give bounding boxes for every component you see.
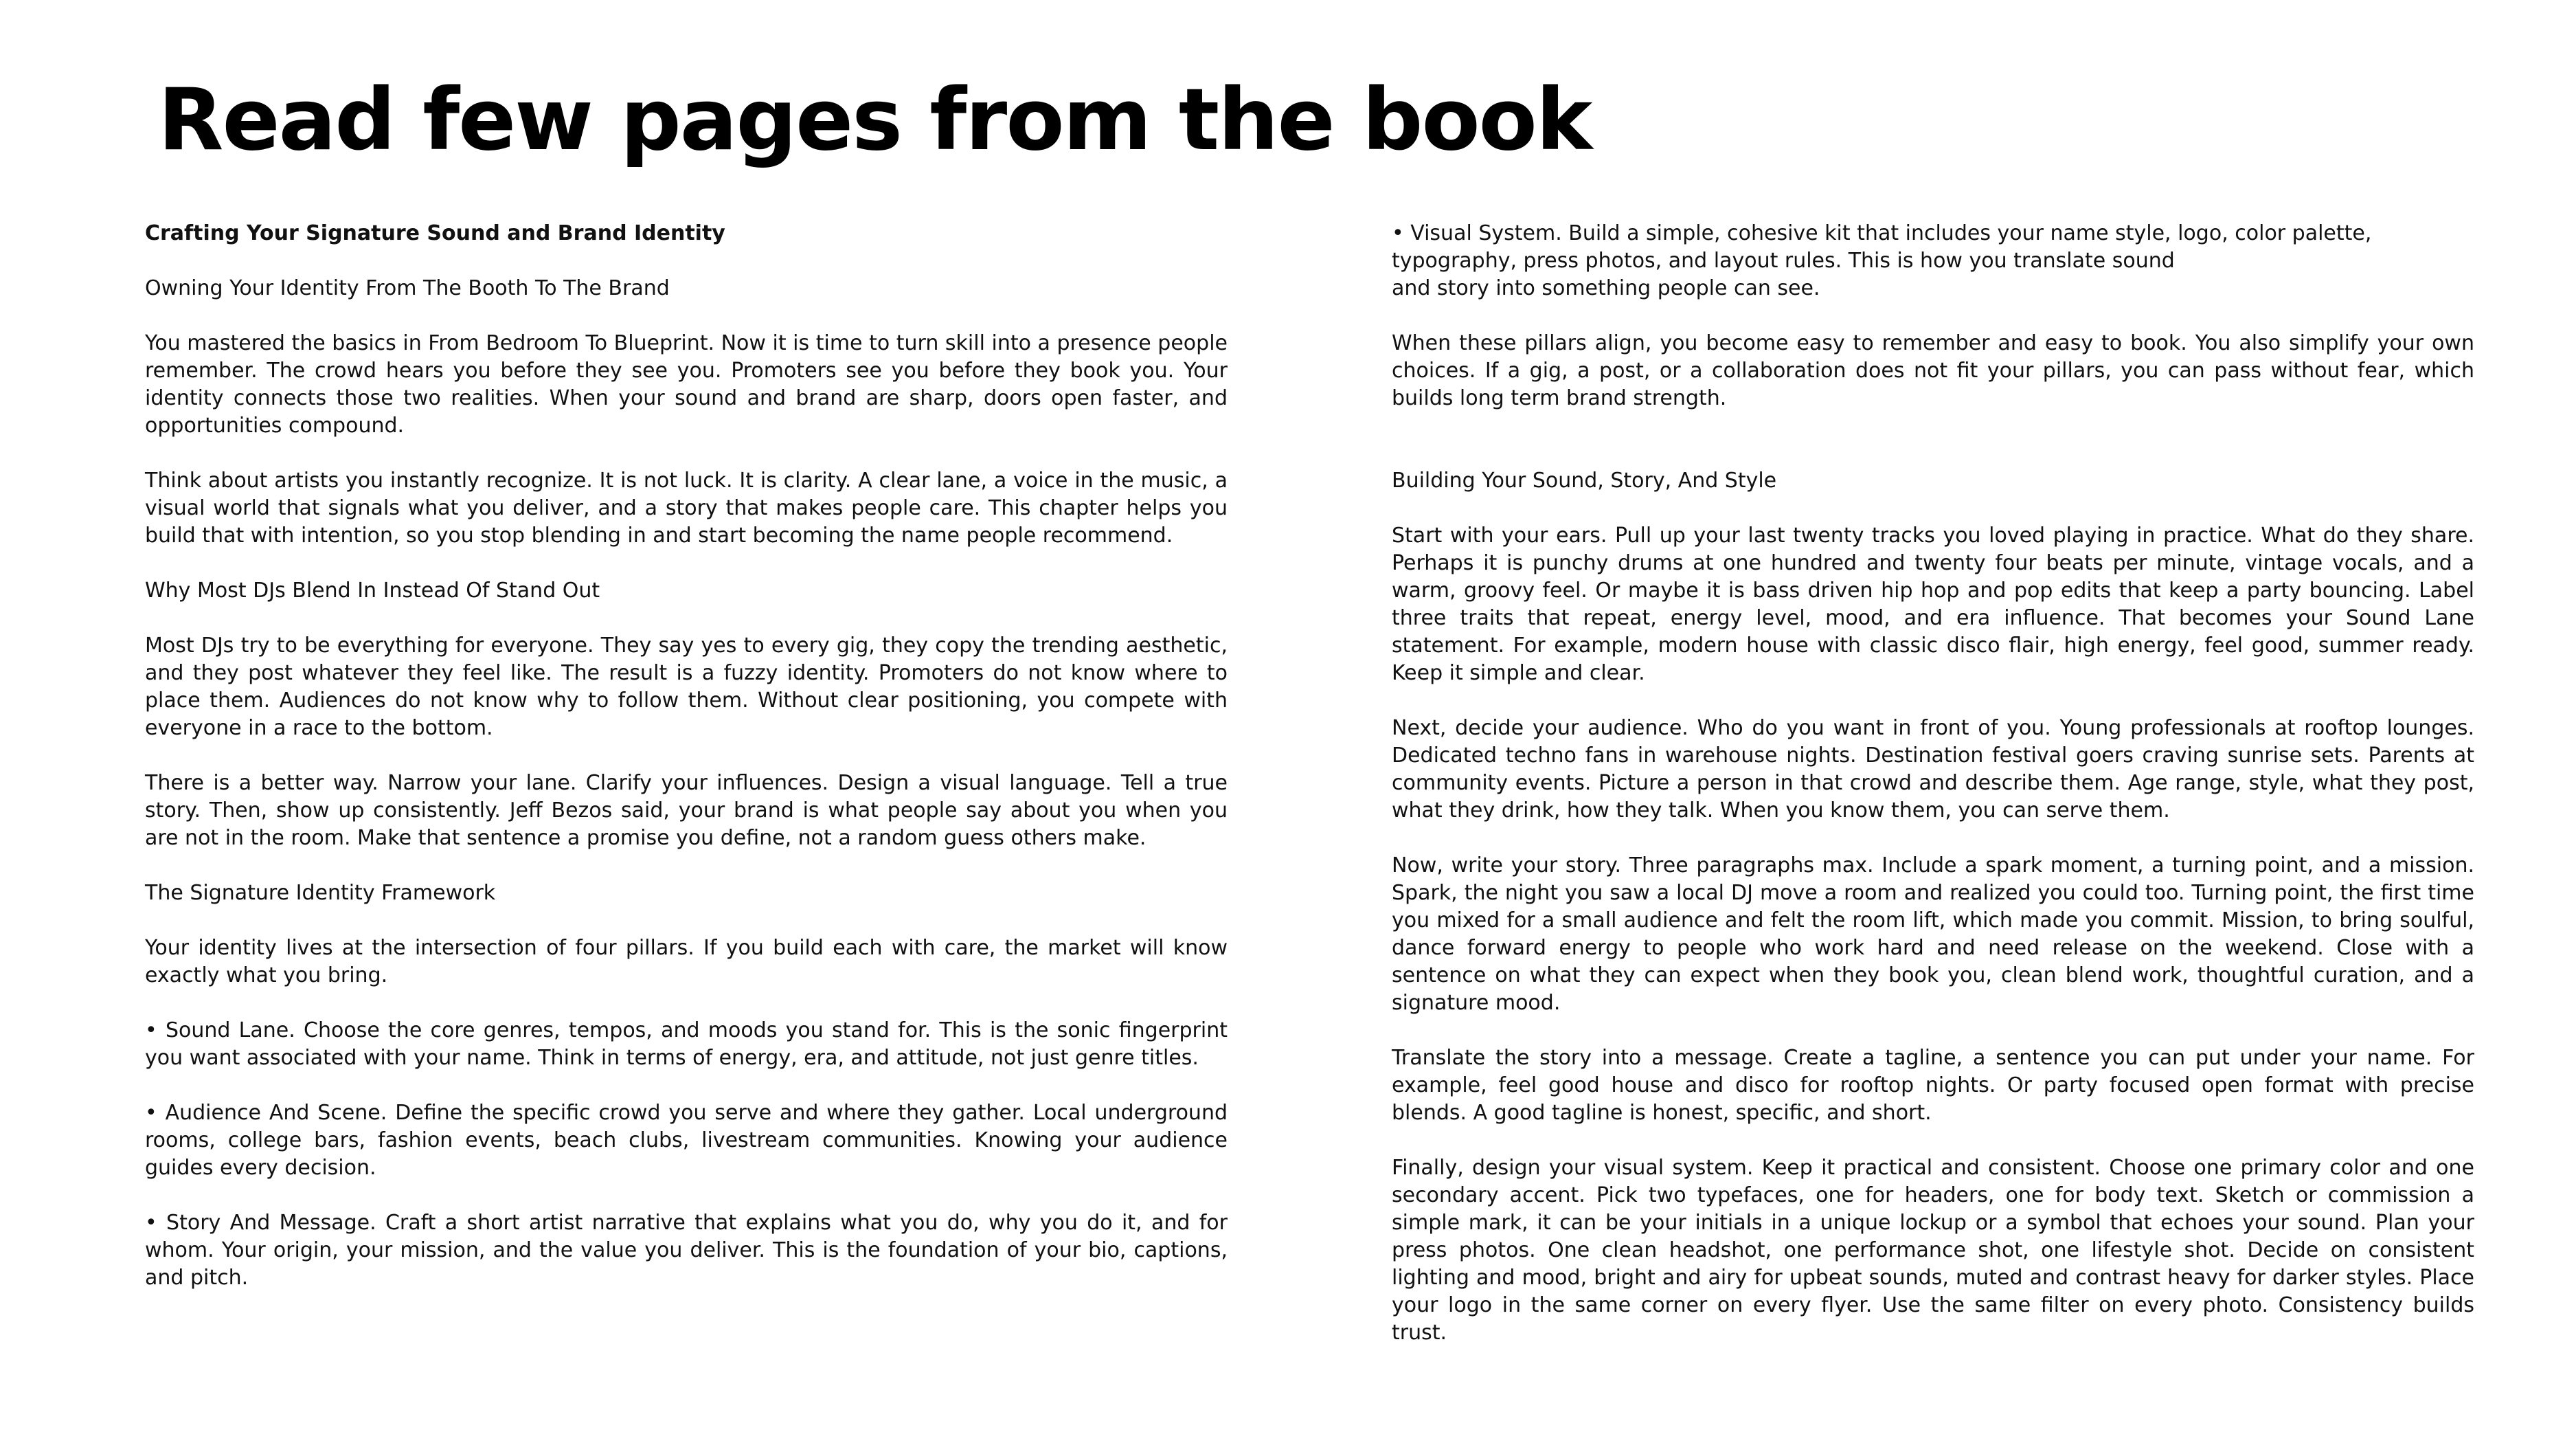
section-heading: Building Your Sound, Story, And Style bbox=[1392, 469, 1777, 493]
paragraph: Next, decide your audience. Who do you want in front of you. Young professionals at rooftop lounges. Dedicated techno fans in warehouse nights. Destination festival goers craving sunrise sets. Parents at community events. Picture a person in that crowd and describe them. Age range, style, what they post, what they drink, how they talk. When you know them, you can serve them. bbox=[1392, 716, 2474, 823]
right-page-column bbox=[1392, 220, 2474, 1374]
bullet-item: • Audience And Scene. Define the specific crowd you serve and where they gather. Local underground rooms, college bars, fashion events, beach clubs, livestream communities. Knowing your audience guides every decision. bbox=[145, 1101, 1228, 1180]
bullet-line: • Visual System. Build a simple, cohesive kit that includes your name style, logo, color palette, typography, press photos, and layout rules. This is how you translate sound bbox=[1392, 221, 2372, 273]
paragraph: Your identity lives at the intersection of four pillars. If you build each with care, the market will know exactly what you bring. bbox=[145, 936, 1228, 987]
chapter-title: Crafting Your Signature Sound and Brand Identity bbox=[145, 221, 725, 245]
bullet-item: • Sound Lane. Choose the core genres, tempos, and moods you stand for. This is the sonic fingerprint you want associated with your name. Think in terms of energy, era, and attitude, not just genre titles. bbox=[145, 1018, 1228, 1070]
section-heading: The Signature Identity Framework bbox=[145, 881, 496, 905]
paragraph: Now, write your story. Three paragraphs max. Include a spark moment, a turning point, and a mission. Spark, the night you saw a local DJ move a room and realized you could too. Turning point, the first time you mixed for a small audience and felt the room lift, which made you commit. Mission, to bring soulful, dance forward energy to people who work hard and need release on the weekend. Close with a sentence on what they can expect when they book you, clean blend work, thoughtful curation, and a signature mood. bbox=[1392, 853, 2474, 1015]
paragraph: When these pillars align, you become easy to remember and easy to book. You also simplify your own choices. If a gig, a post, or a collaboration does not fit your pillars, you can pass without fear, which builds long term brand strength. bbox=[1392, 331, 2474, 410]
paragraph: There is a better way. Narrow your lane. Clarify your influences. Design a visual language. Tell a true story. Then, show up consistently. Jeff Bezos said, your brand is what people say about you when you are not in the room. Make that sentence a promise you define, not a random guess others make. bbox=[145, 771, 1228, 850]
page-title: Read few pages from the book bbox=[158, 71, 1592, 170]
chapter-subtitle: Owning Your Identity From The Booth To The Brand bbox=[145, 276, 670, 300]
paragraph: Finally, design your visual system. Keep it practical and consistent. Choose one primary color and one secondary accent. Pick two typefaces, one for headers, one for body text. Sketch or commission a simple mark, it can be your initials in a unique lockup or a symbol that echoes your sound. Plan your press photos. One clean headshot, one performance shot, one lifestyle shot. Decide on consistent lighting and mood, bright and airy for upbeat sounds, muted and contrast heavy for darker styles. Place your logo in the same corner on every flyer. Use the same filter on every photo. Consistency builds trust. bbox=[1392, 1156, 2474, 1345]
left-page-column bbox=[145, 220, 1228, 1319]
bullet-item bbox=[1392, 220, 2474, 302]
paragraph: You mastered the basics in From Bedroom To Blueprint. Now it is time to turn skill into a presence people remember. The crowd hears you before they see you. Promoters see you before they book you. Your identity connects those two realities. When your sound and brand are sharp, doors open faster, and opportunities compound. bbox=[145, 331, 1228, 438]
paragraph: Translate the story into a message. Create a tagline, a sentence you can put under your name. For example, feel good house and disco for rooftop nights. Or party focused open format with precise blends. A good tagline is honest, specific, and short. bbox=[1392, 1046, 2474, 1125]
spacer bbox=[1392, 440, 2474, 467]
paragraph: Think about artists you instantly recognize. It is not luck. It is clarity. A clear lane, a voice in the music, a visual world that signals what you deliver, and a story that makes people care. This chapter helps you build that with intention, so you stop blending in and start becoming the name people recommend. bbox=[145, 469, 1228, 548]
bullet-line: and story into something people can see. bbox=[1392, 276, 1820, 300]
paragraph: Start with your ears. Pull up your last twenty tracks you loved playing in practice. What do they share. Perhaps it is punchy drums at one hundred and twenty four beats per minute, vintage vocals, and a warm, groovy feel. Or maybe it is bass driven hip hop and pop edits that keep a party bouncing. Label three traits that repeat, energy level, mood, and era influence. That becomes your Sound Lane statement. For example, modern house with classic disco flair, high energy, feel good, summer ready. Keep it simple and clear. bbox=[1392, 524, 2474, 685]
bullet-item: • Story And Message. Craft a short artist narrative that explains what you do, why you do it, and for whom. Your origin, your mission, and the value you deliver. This is the foundation of your bio, captions, and pitch. bbox=[145, 1211, 1228, 1290]
paragraph: Most DJs try to be everything for everyone. They say yes to every gig, they copy the trending aesthetic, and they post whatever they feel like. The result is a fuzzy identity. Promoters do not know where to place them. Audiences do not know why to follow them. Without clear positioning, you compete with everyone in a race to the bottom. bbox=[145, 634, 1228, 740]
section-heading: Why Most DJs Blend In Instead Of Stand Out bbox=[145, 579, 600, 603]
